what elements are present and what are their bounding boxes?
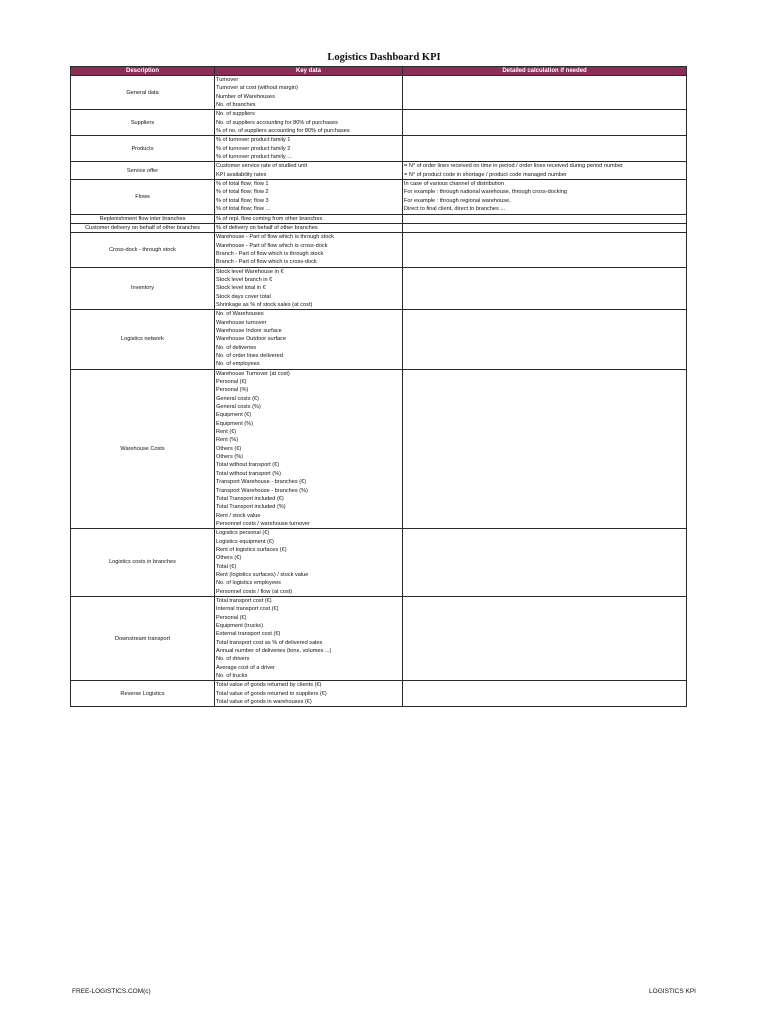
key-data-line: Total transport cost as % of delivered sales	[216, 639, 323, 646]
calculation-line: = N° of product code in shortage / product code managed number	[404, 171, 567, 178]
key-data-line: General costs (%)	[216, 404, 261, 411]
key-data-line: % of total flow; flow 1	[216, 181, 269, 188]
table-row	[71, 76, 687, 110]
key-data-line: No. of suppliers accounting for 80% of purchases	[216, 119, 338, 126]
key-data-line: Equipment (%)	[216, 420, 253, 427]
calculation-line: = N° of order lines received on time in period / order lines received during period number	[404, 163, 623, 170]
row-calculation	[403, 162, 687, 180]
key-data-line: Warehouse turnover	[216, 319, 267, 326]
key-data-line: Personal (€)	[216, 614, 247, 621]
key-data-line: No. of employees	[216, 361, 260, 368]
key-data-line: Transport Warehouse - branches (%)	[216, 487, 308, 494]
key-data-line: Total (€)	[216, 563, 237, 570]
page-title: Logistics Dashboard KPI	[327, 52, 441, 63]
table-row	[71, 681, 687, 707]
row-calculation	[403, 110, 687, 136]
kpi-table	[70, 66, 687, 707]
table-row	[71, 214, 687, 223]
row-description: Logistics network	[71, 310, 215, 369]
row-calculation	[403, 214, 687, 223]
key-data-line: % of total flow; flow 3	[216, 197, 269, 204]
key-data-line: Others (€)	[216, 555, 242, 562]
key-data-line: Warehouse Outdoor surface	[216, 336, 287, 343]
key-data-line: Total Transport included (%)	[216, 504, 286, 511]
table-row	[71, 233, 687, 267]
key-data-line: Average cost of a driver	[216, 664, 275, 671]
footer-left: FREE-LOGISTICS.COM(c)	[72, 988, 151, 995]
row-key-data	[215, 233, 403, 267]
row-description: Service offer	[71, 162, 215, 180]
key-data-line: No. of deliveries	[216, 344, 257, 351]
table-row	[71, 180, 687, 214]
row-calculation	[403, 681, 687, 707]
row-key-data	[215, 529, 403, 597]
table-row	[71, 596, 687, 680]
row-description: Downstream transport	[71, 596, 215, 680]
key-data-line: Rent (€)	[216, 429, 237, 436]
row-description: Replenishment flow inter branches	[71, 214, 215, 223]
key-data-line: No. of suppliers	[216, 111, 255, 118]
row-description: Suppliers	[71, 110, 215, 136]
row-description: Logistics costs in branches	[71, 529, 215, 597]
key-data-line: No. of order lines delivered	[216, 353, 283, 359]
key-data-line: % of turnover product family 2	[216, 145, 291, 152]
table-row	[71, 136, 687, 162]
key-data-line: Equipment (trucks)	[216, 623, 263, 629]
key-data-line: Warehouse - Part of flow which is through stock	[216, 234, 334, 241]
key-data-line: Customer service rate of studied unit	[216, 163, 308, 170]
key-data-line: % of repl. flow coming from other branches	[216, 215, 323, 222]
key-data-line: % of turnover product family ...	[216, 154, 292, 161]
key-data-line: Others (€)	[216, 445, 242, 452]
key-data-line: Logistics equipment (€)	[216, 538, 274, 545]
key-data-line: Warehouse Turnover (at cost)	[216, 370, 290, 377]
key-data-line: Total without transport (%)	[216, 470, 281, 477]
row-calculation	[403, 136, 687, 162]
key-data-line: General costs (€)	[216, 395, 259, 402]
key-data-line: Warehouse - Part of flow which is cross-dock	[216, 242, 328, 249]
key-data-line: Turnover	[216, 77, 239, 83]
key-data-line: No. of Warehouses	[216, 311, 264, 318]
key-data-line: Rent (%)	[216, 437, 239, 444]
key-data-line: No. of logistics employees	[216, 580, 281, 587]
calculation-line: Direct to final client, direct to branches ...	[404, 206, 506, 213]
row-description: Warehouse Costs	[71, 369, 215, 529]
table-row	[71, 529, 687, 597]
row-description: Customer delivery on behalf of other branches	[71, 223, 215, 232]
key-data-line: Rent (logistics surfaces) / stock value	[216, 571, 309, 578]
key-data-line: Stock days cover total	[216, 293, 271, 300]
key-data-line: Warehouse Indoor surface	[216, 327, 282, 334]
key-data-line: Total without transport (€)	[216, 462, 280, 469]
row-key-data	[215, 214, 403, 223]
row-description: Reverse Logistics	[71, 681, 215, 707]
row-calculation	[403, 76, 687, 110]
row-calculation	[403, 529, 687, 597]
table-row	[71, 310, 687, 369]
key-data-line: % of total flow; flow ...	[216, 206, 271, 213]
key-data-line: Rent of logistics surfaces (€)	[216, 546, 287, 553]
key-data-line: External transport cost (€)	[216, 631, 281, 638]
table-row	[71, 369, 687, 529]
calculation-line: For example : through regional warehouse,	[404, 197, 511, 204]
key-data-line: Annual number of deliveries (tons, volumes ...)	[216, 648, 332, 655]
footer-right: LOGISTICS KPI	[649, 988, 696, 995]
key-data-line: No. of trucks	[216, 673, 248, 680]
row-description: General data	[71, 76, 215, 110]
key-data-line: No. of branches	[216, 102, 256, 109]
key-data-line: Personal (%)	[216, 387, 249, 394]
row-calculation	[403, 596, 687, 680]
row-calculation	[403, 233, 687, 267]
row-key-data	[215, 369, 403, 529]
row-calculation	[403, 223, 687, 232]
table-body	[71, 76, 687, 707]
row-calculation	[403, 369, 687, 529]
key-data-line: Personal (€)	[216, 379, 247, 386]
row-key-data	[215, 110, 403, 136]
key-data-line: Stock level branch in €	[216, 276, 273, 283]
key-data-line: % of turnover product family 1	[216, 137, 291, 144]
key-data-line: Total value of goods in warehouses (€)	[216, 699, 312, 706]
calculation-line: For example : through national warehouse, through cross-docking	[404, 189, 567, 196]
key-data-line: Shrinkage as % of stock sales (at cost)	[216, 301, 313, 308]
table-row	[71, 223, 687, 232]
key-data-line: No. of drivers	[216, 656, 250, 663]
row-key-data	[215, 162, 403, 180]
table-row	[71, 267, 687, 310]
key-data-line: Stock level total in €	[216, 285, 266, 292]
column-header-description: Description	[71, 67, 215, 76]
row-description: Products	[71, 136, 215, 162]
row-description: Inventory	[71, 267, 215, 310]
row-key-data	[215, 136, 403, 162]
row-calculation	[403, 310, 687, 369]
key-data-line: Stock level Warehouse in €	[216, 268, 284, 275]
row-key-data	[215, 76, 403, 110]
key-data-line: Total value of goods returned to suppliers (€)	[216, 690, 327, 697]
table-header-row	[71, 67, 687, 76]
key-data-line: Branch - Part of flow which is through stock	[216, 250, 324, 257]
key-data-line: % of no. of suppliers accounting for 80% of purchases	[216, 128, 350, 135]
key-data-line: Total transport cost (€)	[216, 597, 272, 604]
key-data-line: Equipment (€)	[216, 412, 252, 419]
row-calculation	[403, 267, 687, 310]
key-data-line: Rent / stock value	[216, 512, 261, 519]
key-data-line: Transport Warehouse - branches (€)	[216, 479, 307, 486]
row-key-data	[215, 310, 403, 369]
key-data-line: Internal transport cost (€)	[216, 606, 279, 613]
key-data-line: Total value of goods returned by clients (€)	[216, 682, 322, 689]
key-data-line: Branch - Part of flow which is cross-dock	[216, 259, 317, 266]
key-data-line: Personnel costs / warehouse turnover	[216, 520, 310, 527]
column-header-key-data: Key data	[215, 67, 403, 76]
row-key-data	[215, 223, 403, 232]
key-data-line: Others (%)	[216, 454, 244, 461]
key-data-line: Logistics personal (€)	[216, 530, 270, 537]
table-row	[71, 110, 687, 136]
key-data-line: Personnel costs / flow (at cost)	[216, 588, 293, 595]
row-key-data	[215, 180, 403, 214]
row-key-data	[215, 267, 403, 310]
key-data-line: % of delivery on behalf of other branches	[216, 224, 318, 231]
key-data-line: Total Transport included (€)	[216, 495, 284, 502]
row-key-data	[215, 596, 403, 680]
column-header-calculation: Detailed calculation if needed	[403, 67, 687, 76]
row-description: Cross-dock - through stock	[71, 233, 215, 267]
key-data-line: Turnover at cost (without margin)	[216, 85, 298, 92]
key-data-line: Number of Warehouses	[216, 93, 275, 100]
row-description: Flows	[71, 180, 215, 214]
calculation-line: In case of various channel of distribution	[404, 181, 504, 188]
row-key-data	[215, 681, 403, 707]
key-data-line: KPI availability rates	[216, 171, 267, 178]
table-row	[71, 162, 687, 180]
key-data-line: % of total flow; flow 2	[216, 189, 269, 196]
row-calculation	[403, 180, 687, 214]
